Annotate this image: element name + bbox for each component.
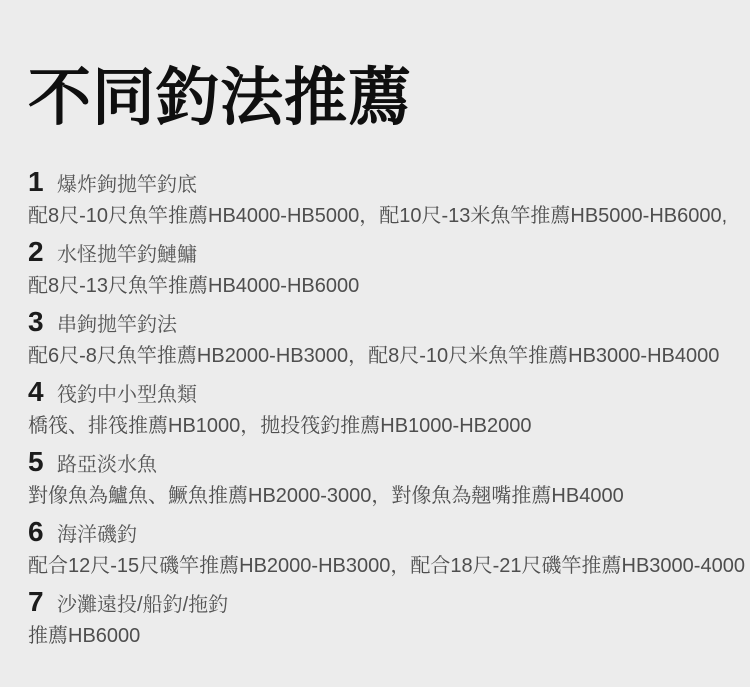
- method-number: 6: [28, 516, 44, 547]
- method-item-2: [28, 236, 744, 300]
- method-name: 爆炸鉤拋竿釣底: [57, 174, 198, 196]
- method-item-3: [28, 306, 744, 370]
- method-recommendation: 配6尺-8尺魚竿推薦HB2000-HB3000，配8尺-10尺米魚竿推薦HB3000-HB4000: [28, 345, 720, 367]
- method-recommendation: 配8尺-10尺魚竿推薦HB4000-HB5000，配10尺-13米魚竿推薦HB5000-HB6000,: [28, 205, 728, 227]
- method-number: 1: [28, 166, 44, 197]
- method-name: 沙灘遠投/船釣/拖釣: [57, 594, 229, 616]
- method-item-4: [28, 376, 744, 440]
- method-recommendation: 推薦HB6000: [28, 625, 141, 647]
- method-number: 5: [28, 446, 44, 477]
- method-number: 2: [28, 236, 44, 267]
- method-name: 筏釣中小型魚類: [57, 384, 198, 406]
- method-recommendation: 配8尺-13尺魚竿推薦HB4000-HB6000: [28, 275, 360, 297]
- method-recommendation: 配合12尺-15尺磯竿推薦HB2000-HB3000，配合18尺-21尺磯竿推薦HB3000-4000: [28, 555, 745, 577]
- method-heading-row: [28, 586, 744, 622]
- method-heading-row: [28, 516, 744, 552]
- method-name: 水怪拋竿釣鰱鱅: [57, 244, 198, 266]
- method-number: 3: [28, 306, 44, 337]
- method-item-1: [28, 166, 744, 230]
- method-heading-row: [28, 306, 744, 342]
- method-item-7: [28, 586, 744, 650]
- page-title: 不同釣法推薦: [28, 63, 412, 133]
- method-name: 路亞淡水魚: [57, 454, 158, 476]
- method-heading-row: [28, 376, 744, 412]
- method-item-6: [28, 516, 744, 580]
- method-number: 7: [28, 586, 44, 617]
- method-recommendation: 橋筏、排筏推薦HB1000，拋投筏釣推薦HB1000-HB2000: [28, 415, 532, 437]
- method-number: 4: [28, 376, 44, 407]
- method-name: 海洋磯釣: [57, 524, 138, 546]
- method-heading-row: [28, 166, 744, 202]
- method-heading-row: [28, 236, 744, 272]
- method-heading-row: [28, 446, 744, 482]
- method-name: 串鉤拋竿釣法: [57, 314, 178, 336]
- method-item-5: [28, 446, 744, 510]
- method-recommendation: 對像魚為鱸魚、鱖魚推薦HB2000-3000，對像魚為翹嘴推薦HB4000: [28, 485, 624, 507]
